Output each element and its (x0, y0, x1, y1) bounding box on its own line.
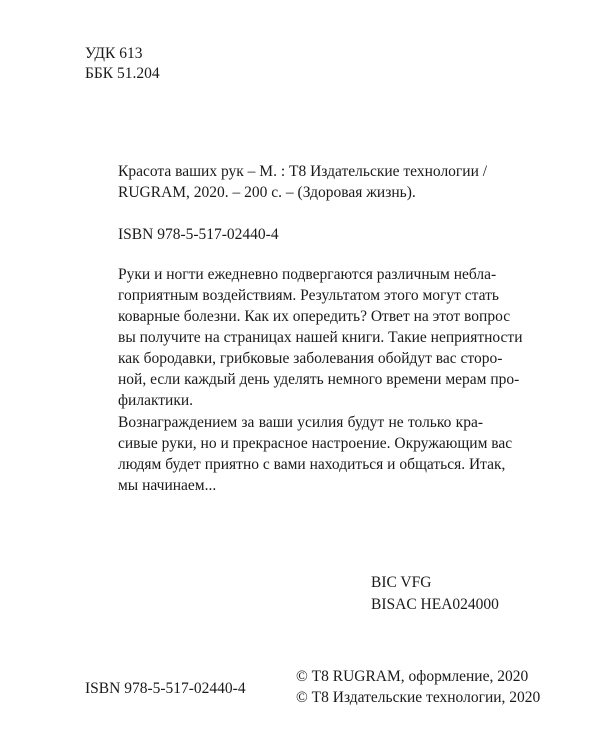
annotation-line: филактики. (118, 392, 194, 409)
isbn-number: ISBN 978-5-517-02440-4 (118, 226, 279, 243)
annotation-line: мы начинаем... (118, 477, 217, 494)
annotation-line: коварные болезни. Как их опередить? Ответ на этот вопрос (118, 308, 511, 325)
annotation-line: Вознаграждением за ваши усилия будут не только кра- (118, 414, 483, 431)
annotation-line: вы получите на страницах нашей книги. Такие неприятности (118, 329, 523, 346)
annotation-line: людям будет приятно с вами находиться и общаться. Итак, (118, 456, 506, 473)
udk-code: УДК 613 (85, 45, 143, 62)
copyright-design: © Т8 RUGRAM, оформление, 2020 (296, 668, 529, 685)
annotation-line: Руки и ногти ежедневно подвергаются различным неблa- (118, 266, 497, 283)
annotation-line: сивые руки, но и прекрасное настроение. Окружающим вас (118, 435, 513, 452)
annotation-line: ной, если каждый день уделять немного времени мерам про- (118, 371, 520, 388)
copyright-notice (296, 666, 540, 708)
catalog-entry-line: Красота ваших рук – М. : Т8 Издательские технологии / (118, 163, 488, 180)
bic-code: BIC VFG (371, 574, 432, 591)
annotation-line: гоприятным воздействиям. Результатом этого могут стать (118, 287, 499, 304)
bbk-code: ББК 51.204 (85, 65, 160, 82)
annotation (118, 264, 523, 496)
catalog-entry (118, 161, 488, 203)
footer-isbn: ISBN 978-5-517-02440-4 (85, 680, 246, 697)
annotation-paragraph-2 (118, 412, 513, 496)
annotation-line: как бородавки, грибковые заболевания обойдут вас сторо- (118, 350, 503, 367)
annotation-paragraph-1 (118, 264, 523, 411)
copyright-publisher: © Т8 Издательские технологии, 2020 (296, 689, 541, 706)
subject-classification (371, 572, 499, 616)
bisac-code: BISAC HEA024000 (371, 596, 499, 613)
classification-codes (85, 44, 160, 84)
catalog-entry-line: RUGRAM, 2020. – 200 с. – (Здоровая жизнь). (118, 184, 416, 201)
